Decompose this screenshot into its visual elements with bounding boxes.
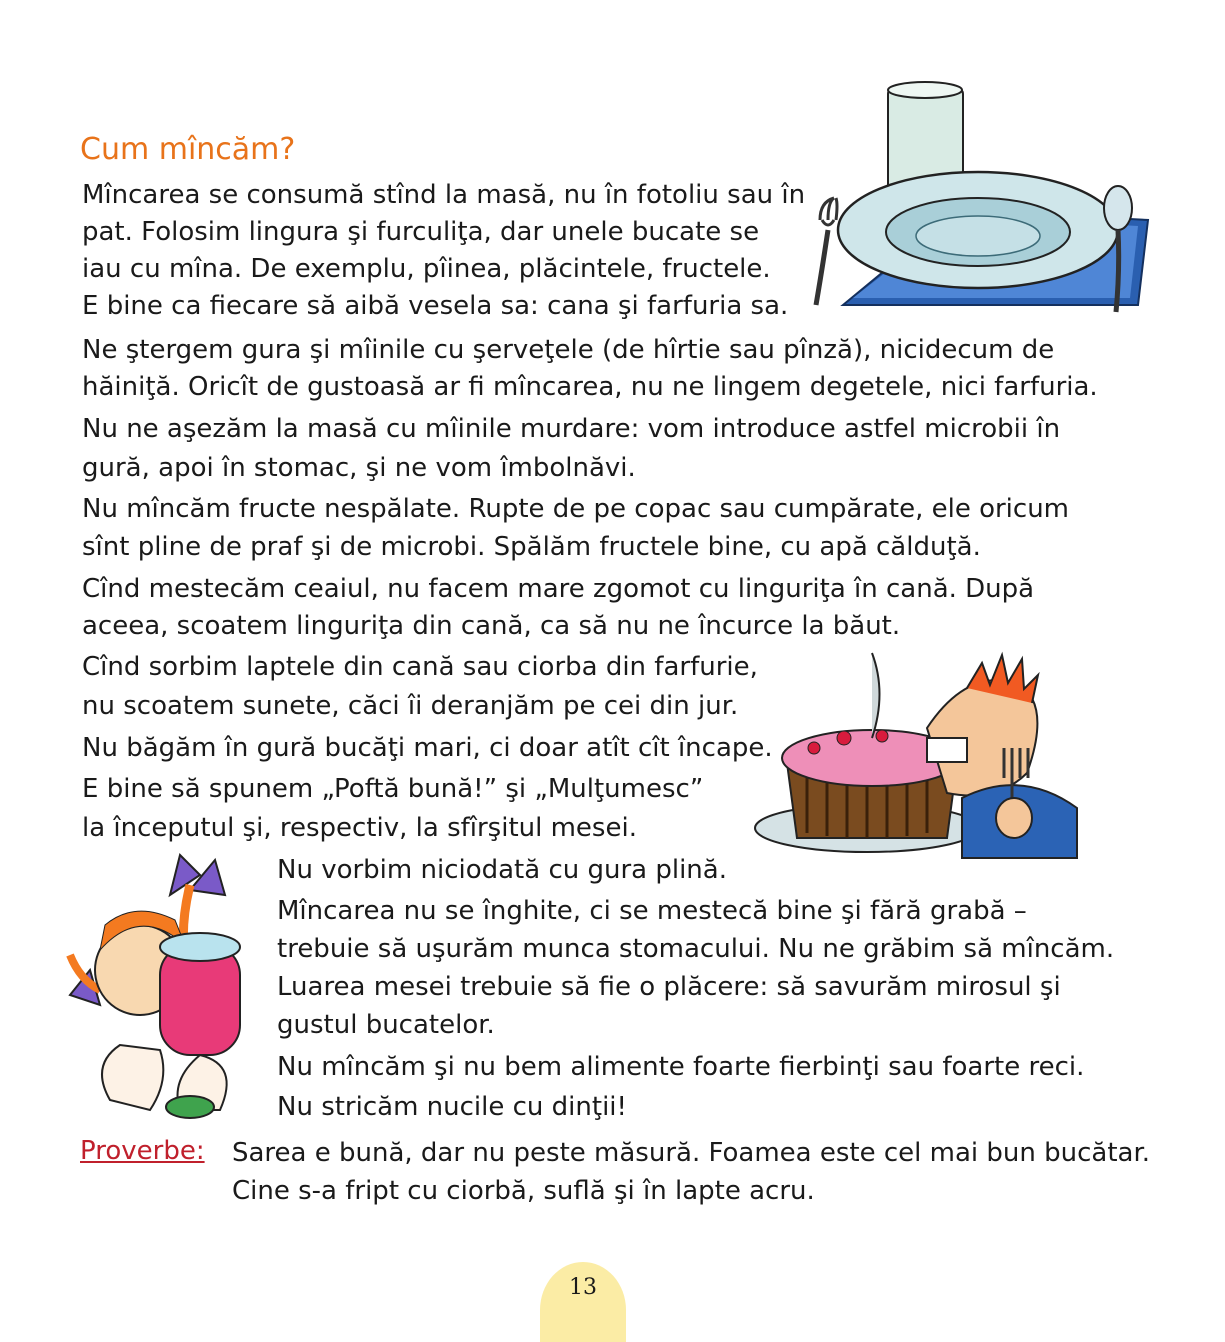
text-line: E bine să spunem „Poftă bună!” şi „Mulţumesc” xyxy=(82,774,704,804)
text-line: trebuie să uşurăm munca stomacului. Nu ne grăbim să mîncăm. xyxy=(277,934,1115,964)
text-line: Luarea mesei trebuie să fie o plăcere: să savurăm mirosul şi xyxy=(277,972,1061,1002)
text-line: nu scoatem sunete, căci îi deranjăm pe cei din jur. xyxy=(82,691,739,721)
text-line: la începutul şi, respectiv, la sfîrşitul mesei. xyxy=(82,813,637,843)
proverbs-label: Proverbe: xyxy=(80,1136,205,1166)
text-line: Nu stricăm nucile cu dinţii! xyxy=(277,1092,627,1122)
page-number: 13 xyxy=(569,1275,597,1300)
page-title: Cum mîncăm? xyxy=(80,132,296,167)
text-line: sînt pline de praf şi de microbi. Spălăm fructele bine, cu apă călduţă. xyxy=(82,532,981,562)
text-line: E bine ca fiecare să aibă vesela sa: cana şi farfuria sa. xyxy=(82,291,789,321)
text-line: Nu băgăm în gură bucăţi mari, ci doar atît cît încape. xyxy=(82,733,773,763)
text-line: pat. Folosim lingura şi furculiţa, dar unele bucate se xyxy=(82,217,760,247)
text-line: Mîncarea nu se înghite, ci se mestecă bine şi fără grabă – xyxy=(277,896,1027,926)
text-line: Cînd mestecăm ceaiul, nu facem mare zgomot cu linguriţa în cană. După xyxy=(82,574,1035,604)
girl-with-jar-illustration xyxy=(50,845,275,1125)
text-line: iau cu mîna. De exemplu, pîinea, plăcintele, fructele. xyxy=(82,254,771,284)
text-line: Nu vorbim niciodată cu gura plină. xyxy=(277,855,727,885)
text-line: hăiniţă. Oricît de gustoasă ar fi mîncarea, nu ne lingem degetele, nici farfuria. xyxy=(82,372,1098,402)
text-line: Nu ne aşezăm la masă cu mîinile murdare: vom introduce astfel microbii în xyxy=(82,414,1061,444)
text-line: Nu mîncăm fructe nespălate. Rupte de pe copac sau cumpărate, ele oricum xyxy=(82,494,1070,524)
page-number-badge xyxy=(540,1262,626,1342)
text-line: Cînd sorbim laptele din cană sau ciorba din farfurie, xyxy=(82,652,758,682)
text-line: aceea, scoatem linguriţa din cană, ca să nu ne încurce la băut. xyxy=(82,611,901,641)
text-line: gustul bucatelor. xyxy=(277,1010,495,1040)
boy-eating-cake-illustration xyxy=(752,648,1084,863)
table-setting-illustration xyxy=(808,80,1163,320)
text-line: Mîncarea se consumă stînd la masă, nu în fotoliu sau în xyxy=(82,180,806,210)
text-line: Ne ştergem gura şi mîinile cu şerveţele (de hîrtie sau pînză), nicidecum de xyxy=(82,335,1055,365)
text-line: gură, apoi în stomac, şi ne vom îmbolnăvi. xyxy=(82,453,636,483)
proverb-line: Sarea e bună, dar nu peste măsură. Foamea este cel mai bun bucătar. xyxy=(232,1138,1151,1168)
proverb-line: Cine s-a fript cu ciorbă, suflă şi în lapte acru. xyxy=(232,1176,815,1206)
text-line: Nu mîncăm şi nu bem alimente foarte fierbinţi sau foarte reci. xyxy=(277,1052,1085,1082)
